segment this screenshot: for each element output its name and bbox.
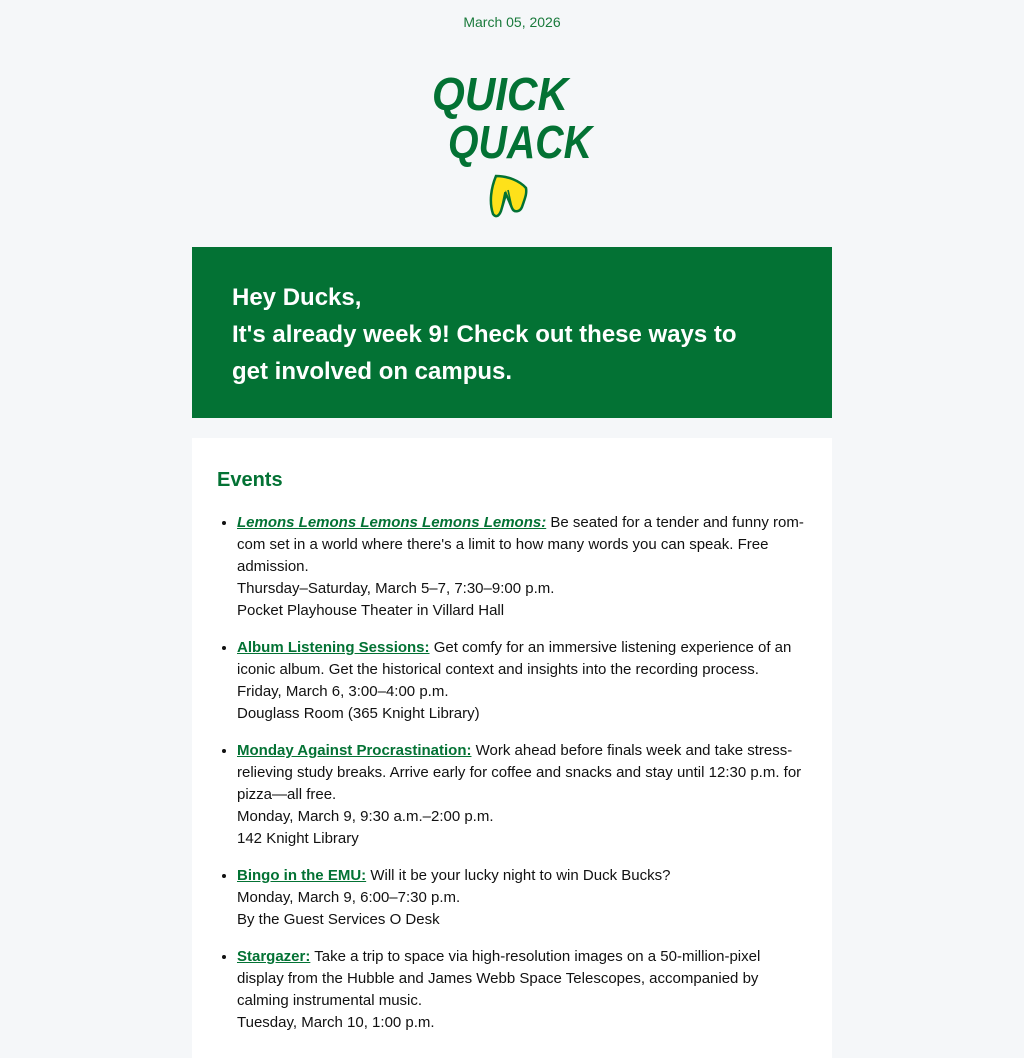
event-datetime: Thursday–Saturday, March 5–7, 7:30–9:00 p.m. [237, 580, 555, 597]
event-link-lemons[interactable]: Lemons Lemons Lemons Lemons Lemons: [237, 514, 547, 531]
event-description: Will it be your lucky night to win Duck Bucks? [366, 867, 671, 884]
banner-greeting: Hey Ducks, [232, 284, 362, 311]
event-location: Douglass Room (365 Knight Library) [237, 705, 480, 722]
event-location: Pocket Playhouse Theater in Villard Hall [237, 602, 505, 619]
event-item [237, 740, 807, 850]
logo-text-quick: QUICK [432, 68, 571, 120]
event-description: Get comfy for an immersive listening experience of an iconic album. Get the historical context and insights into the recording process. [237, 639, 792, 678]
events-list [217, 512, 807, 1034]
event-item [237, 512, 807, 622]
event-location: 142 Knight Library [237, 830, 359, 847]
banner-message-line-2: get involved on campus. [232, 358, 513, 385]
banner-message-line-1: It's already week 9! Check out these ways to [232, 321, 737, 348]
event-item [237, 637, 807, 725]
duck-foot-icon [491, 176, 526, 216]
event-link-stargazer[interactable]: Stargazer: [237, 948, 311, 965]
event-location: By the Guest Services O Desk [237, 911, 440, 928]
event-datetime: Friday, March 6, 3:00–4:00 p.m. [237, 683, 449, 700]
event-link-monday-against-procrastination[interactable]: Monday Against Procrastination: [237, 742, 472, 759]
event-link-bingo[interactable]: Bingo in the EMU: [237, 867, 367, 884]
event-description: Take a trip to space via high-resolution images on a 50-million-pixel display from the Hubble and James Webb Space Telescopes, accompanied by calming instrumental music. [237, 948, 761, 1009]
event-datetime: Monday, March 9, 9:30 a.m.–2:00 p.m. [237, 808, 494, 825]
quick-quack-logo[interactable] [428, 68, 598, 220]
welcome-banner [192, 247, 832, 418]
event-description: Work ahead before finals week and take stress-relieving study breaks. Arrive early for coffee and snacks and stay until 12:30 p.m. for pizza—all free. [237, 742, 802, 803]
events-section-title: Events [217, 469, 283, 491]
newsletter-date: March 05, 2026 [463, 14, 561, 30]
event-description: Be seated for a tender and funny rom-com set in a world where there's a limit to how many words you can speak. Free admission. [237, 514, 804, 575]
event-item [237, 865, 807, 931]
event-link-album-listening[interactable]: Album Listening Sessions: [237, 639, 430, 656]
logo-text-quack: QUACK [448, 116, 595, 168]
event-datetime: Tuesday, March 10, 1:00 p.m. [237, 1014, 435, 1031]
events-section [192, 438, 832, 1058]
event-datetime: Monday, March 9, 6:00–7:30 p.m. [237, 889, 461, 906]
event-item [237, 946, 807, 1034]
